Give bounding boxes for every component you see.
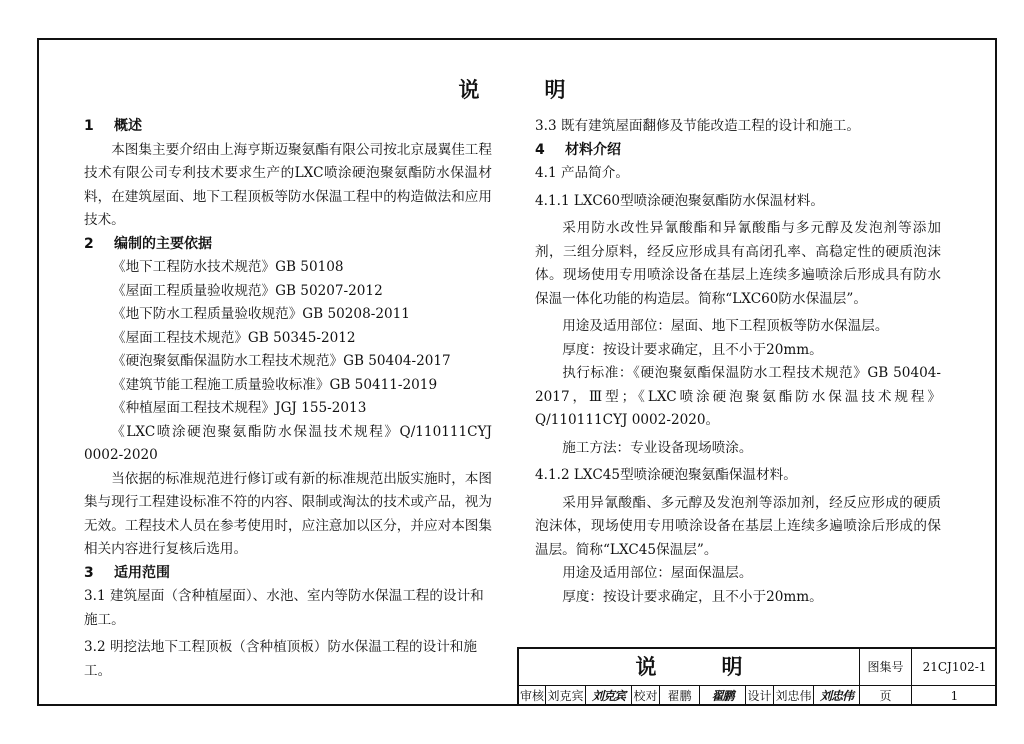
reference-item: 《建筑节能工程施工质量验收标准》GB 50411-2019 [112,376,438,393]
review-label: 审核 [519,689,544,703]
checker-signature: 翟鹏 [699,686,745,706]
section-2-number: 2 [84,235,94,252]
reference-item: 《地下防水工程质量验收规范》GB 50208-2011 [112,306,410,322]
designer-signature: 刘忠伟 [813,686,859,706]
lxc60-thickness: 厚度：按设计要求确定，且不小于20mm。 [562,341,823,358]
lxc60-method: 施工方法：专业设备现场喷涂。 [562,439,753,456]
reference-item: 《种植屋面工程技术规程》JGJ 155-2013 [112,400,367,416]
check-label: 校对 [631,686,659,706]
title-block-top-row [519,649,997,686]
section-3-title: 适用范围 [114,564,170,581]
page-title: 说 明 [458,78,588,102]
section-1-title: 概述 [114,118,142,134]
section-4-number: 4 [535,141,545,158]
reference-item: 《屋面工程技术规范》GB 50345-2012 [112,329,356,346]
reference-item: 《屋面工程质量验收规范》GB 50207-2012 [112,282,383,299]
lxc45-usage: 用途及适用部位：屋面保温层。 [562,565,753,581]
left-column [84,115,492,683]
lxc45-thickness: 厚度：按设计要求确定，且不小于20mm。 [562,588,823,605]
title-block [517,647,997,706]
right-column [535,115,941,609]
section-2-title: 编制的主要依据 [114,235,212,252]
clause-3-1: 3.1 建筑屋面（含种植屋面）、水池、室内等防水保温工程的设计和施工。 [84,588,484,628]
designer-name: 刘忠伟 [773,686,813,706]
section-4-heading [535,139,941,163]
reference-item: 《硬泡聚氨酯保温防水工程技术规范》GB 50404-2017 [112,353,451,369]
section-1-number: 1 [84,118,94,134]
atlas-number-label: 图集号 [859,649,911,685]
lxc60-usage: 用途及适用部位：屋面、地下工程顶板等防水保温层。 [562,318,889,334]
reviewer-name: 刘克宾 [545,686,585,706]
checker-name: 翟鹏 [659,686,699,706]
section-1-heading [84,115,492,139]
clause-4-1: 4.1 产品简介。 [535,165,629,181]
clause-4-1-1: 4.1.1 LXC60型喷涂硬泡聚氨酯防水保温材料。 [535,192,824,209]
title-block-title: 说 明 [635,655,765,679]
reference-item: 《LXC喷涂硬泡聚氨酯防水保温技术规程》Q/110111CYJ 0002-2020 [84,423,492,463]
page-label: 页 [859,686,911,706]
clause-3-2: 3.2 明挖法地下工程顶板（含种植顶板）防水保温工程的设计和施工。 [84,639,477,679]
lxc60-description: 采用防水改性异氰酸酯和异氰酸酯与多元醇及发泡剂等添加剂，三组分原料，经反应形成具有高闭孔率、高稳定性的硬质泡沫体。现场使用专用喷涂设备在基层上连续多遍喷涂后形成具有防水保温一体化功能的构造层。简称“LXC60防水保温层”。 [535,220,941,307]
clause-3-3: 3.3 既有建筑屋面翻修及节能改造工程的设计和施工。 [535,118,861,134]
section-3-number: 3 [84,564,94,581]
page-number: 1 [911,686,997,706]
lxc45-description: 采用异氰酸酯、多元醇及发泡剂等添加剂，经反应形成的硬质泡沫体，现场使用专用喷涂设备在基层上连续多遍喷涂后形成的保温层。简称“LXC45保温层”。 [535,494,941,558]
title-block-signature-row [519,686,997,706]
section-4-title: 材料介绍 [565,141,621,158]
section-2-heading [84,233,492,257]
section-3-heading [84,562,492,586]
clause-4-1-2: 4.1.2 LXC45型喷涂硬泡聚氨酯保温材料。 [535,467,797,483]
section-2-body: 当依据的标准规范进行修订或有新的标准规范出版实施时，本图集与现行工程建设标准不符的内容、限制或淘汰的技术或产品，视为无效。工程技术人员在参考使用时，应注意加以区分，并应对本图集相关内容进行复核后选用。 [84,470,492,557]
atlas-number: 21CJ102-1 [911,649,997,685]
reference-item: 《地下工程防水技术规范》GB 50108 [112,259,344,275]
reviewer-signature: 刘克宾 [585,686,631,706]
lxc60-standard: 执行标准：《硬泡聚氨酯保温防水工程技术规范》GB 50404-2017，Ⅲ型；《LXC喷涂硬泡聚氨酯防水保温技术规程》Q/110111CYJ 0002-2020。 [535,365,941,428]
section-1-body: 本图集主要介绍由上海亨斯迈聚氨酯有限公司按北京晟翼佳工程技术有限公司专利技术要求生产的LXC喷涂硬泡聚氨酯防水保温材料，在建筑屋面、地下工程顶板等防水保温工程中的构造做法和应用技术。 [84,141,492,228]
design-label: 设计 [745,686,773,706]
